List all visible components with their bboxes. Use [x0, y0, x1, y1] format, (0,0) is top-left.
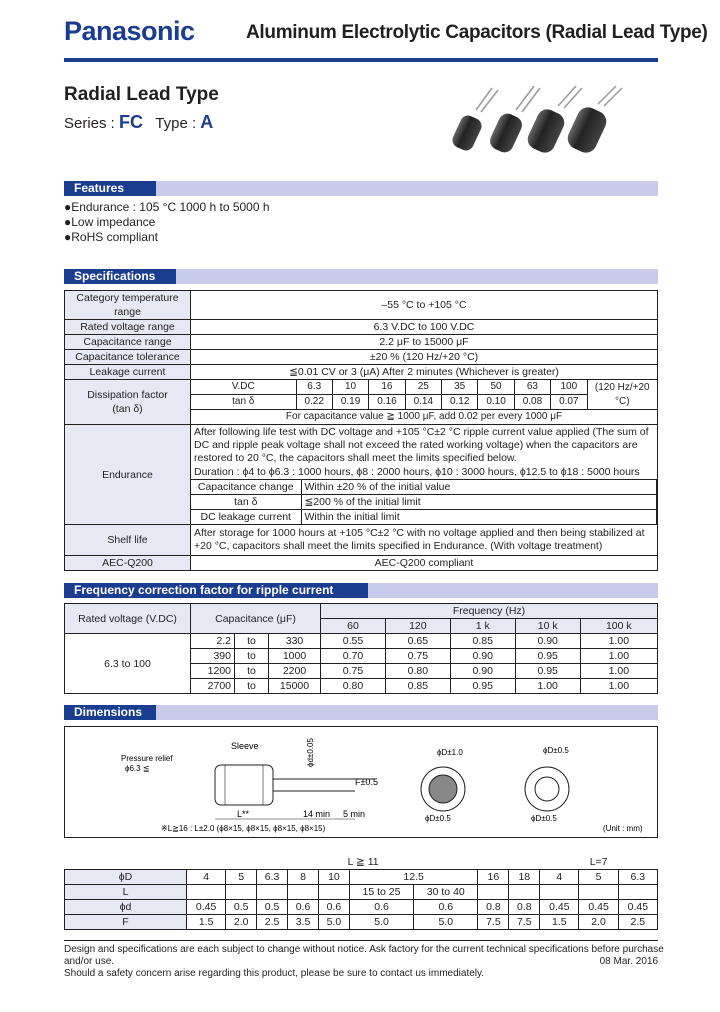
specifications-table — [64, 290, 658, 571]
series-line — [64, 112, 213, 133]
dimension-drawing-box — [64, 726, 658, 838]
product-title: Aluminum Electrolytic Capacitors (Radial Lead Type) — [246, 22, 708, 43]
svg-text:ϕd±0.05: ϕd±0.05 — [306, 738, 315, 767]
svg-text:ϕD±0.5: ϕD±0.5 — [425, 814, 451, 823]
svg-text:14 min: 14 min — [303, 809, 331, 819]
series-value: FC — [119, 112, 144, 132]
table-row: L 15 to 25 30 to 40 — [65, 885, 658, 900]
dimensions-table: L ≧ 11 L=7 ϕD 4 5 6.3 8 10 12.5 16 18 4 5 6.3 L 15 to 25 30 to 40 ϕd 0.45 0.5 0.5 0.6 0.6 0.6 0.6 0.8 0.8 0.45 0.45 0.45 F 1.5 2.0 2.5 3.5 5.0 5.0 5.0 7.5 7.5 1.5 2.0 2.5 — [64, 855, 658, 930]
length-note: ※L≧16 : L±2.0 (ϕ8×15, ϕ8×15, ϕ8×15, ϕ8×15) — [161, 824, 326, 833]
specifications-heading: Specifications — [64, 269, 658, 284]
header-rule — [64, 58, 658, 62]
endurance-row: Endurance After following life test with DC voltage and +105 °C±2 °C ripple current value applied (The sum of DC and ripple peak voltage shall not exceed the rated working voltage) when the capacitors are restored to 20 °C, the capacitors shall meet the limits specified below. Duration : ϕ4 to ϕ6.3 : 1000 hours, ϕ8 : 2000 hours, ϕ10 : 3000 hours, ϕ12.5 to ϕ18 : 5000 hours Capacitance change Within ±20 % of the initial value tan δ ≦200 % of the initial limit DC leakage current Within the initial limit — [65, 425, 658, 525]
svg-text:5 min: 5 min — [343, 809, 366, 819]
feature-item: ●Endurance : 105 °C 1000 h to 5000 h — [64, 200, 270, 214]
table-row: 390 to 1000 0.70 0.75 0.90 0.95 1.00 — [65, 649, 658, 664]
table-row: ϕD 4 5 6.3 8 10 12.5 16 18 4 5 6.3 — [65, 870, 658, 885]
sleeve-label: Sleeve — [231, 741, 259, 751]
dissipation-row: Dissipation factor (tan δ) V.DC 6.3 10 16 25 35 50 63 100 (120 Hz/+20 °C) tan δ 0.22 0.19 0.16 0.14 0.12 0.10 0.08 0.07 For capacitance value ≧ 1000 μF, add 0.02 per every 1000 μF — [65, 380, 658, 425]
svg-text:F±0.5: F±0.5 — [355, 777, 378, 787]
page-title: Radial Lead Type — [64, 84, 219, 105]
dimension-drawing — [65, 727, 657, 837]
footer-rule — [64, 940, 658, 941]
table-row: Category temperature range –55 °C to +105 °C — [65, 291, 658, 320]
table-row: ϕd 0.45 0.5 0.5 0.6 0.6 0.6 0.6 0.8 0.8 0.45 0.45 0.45 — [65, 900, 658, 915]
unit-label: (Unit : mm) — [603, 824, 643, 833]
svg-text:L**: L** — [237, 809, 250, 819]
feature-item: ●RoHS compliant — [64, 230, 158, 244]
svg-text:ϕ6.3 ≦: ϕ6.3 ≦ — [125, 764, 150, 773]
features-list — [64, 200, 270, 245]
brand-logo: Panasonic — [64, 16, 195, 46]
table-row: Rated voltage range 6.3 V.DC to 100 V.DC — [65, 320, 658, 335]
capacitor-image-4 — [564, 86, 622, 156]
capacitor-photo — [448, 86, 628, 158]
type-value: A — [200, 112, 214, 132]
features-heading: Features — [64, 181, 658, 196]
endurance-limits: Capacitance change Within ±20 % of the initial value tan δ ≦200 % of the initial limit DC leakage current Within the initial limit — [191, 479, 657, 524]
svg-text:ϕD±1.0: ϕD±1.0 — [437, 748, 463, 757]
aec-row: AEC-Q200 AEC-Q200 compliant — [65, 556, 658, 571]
shelf-life-row: Shelf life After storage for 1000 hours at +105 °C±2 °C with no voltage applied and then being stabilized at +20 °C, capacitors shall meet the limits specified in Endurance. (With voltage treatment) — [65, 525, 658, 556]
series-label: Series : — [64, 115, 115, 132]
footer-disclaimer: Design and specifications are each subject to change without notice. Ask factory for the current technical specifications before purchase and/or use. — [64, 944, 664, 967]
feature-item: ●Low impedance — [64, 215, 156, 229]
table-row: Leakage current ≦0.01 CV or 3 (μA) After 2 minutes (Whichever is greater) — [65, 365, 658, 380]
footer-safety: Should a safety concern arise regarding this product, please be sure to contact us immediately. — [64, 968, 485, 979]
table-row: 2700 to 15000 0.80 0.85 0.95 1.00 1.00 — [65, 679, 658, 694]
table-row: Capacitance range 2.2 μF to 15000 μF — [65, 335, 658, 350]
table-row: F 1.5 2.0 2.5 3.5 5.0 5.0 5.0 7.5 7.5 1.5 2.0 2.5 — [65, 915, 658, 930]
type-label: Type : — [155, 115, 197, 132]
table-row: 1200 to 2200 0.75 0.80 0.90 0.95 1.00 — [65, 664, 658, 679]
table-row: Capacitance tolerance ±20 % (120 Hz/+20 °C) — [65, 350, 658, 365]
frequency-table: Rated voltage (V.DC) Capacitance (μF) Frequency (Hz) 60 120 1 k 10 k 100 k 6.3 to 100 2.2 to 330 0.55 0.65 0.85 0.90 1.00 390 to 1000 0.70 0.75 0.90 0.95 1.00 1200 to 2200 0.75 0.80 0.90 0.95 1.00 2700 to 15000 0.80 0.85 0.95 1.00 1.00 — [64, 603, 658, 694]
svg-text:ϕD±0.5: ϕD±0.5 — [531, 814, 557, 823]
table-row: 6.3 to 100 2.2 to 330 0.55 0.65 0.85 0.90 1.00 — [65, 634, 658, 649]
svg-text:ϕD±0.5: ϕD±0.5 — [543, 746, 569, 755]
frequency-heading: Frequency correction factor for ripple current — [64, 583, 658, 598]
pressure-relief-label: Pressure relief — [121, 754, 173, 763]
dimensions-heading: Dimensions — [64, 705, 658, 720]
footer-date: 08 Mar. 2016 — [599, 956, 658, 967]
